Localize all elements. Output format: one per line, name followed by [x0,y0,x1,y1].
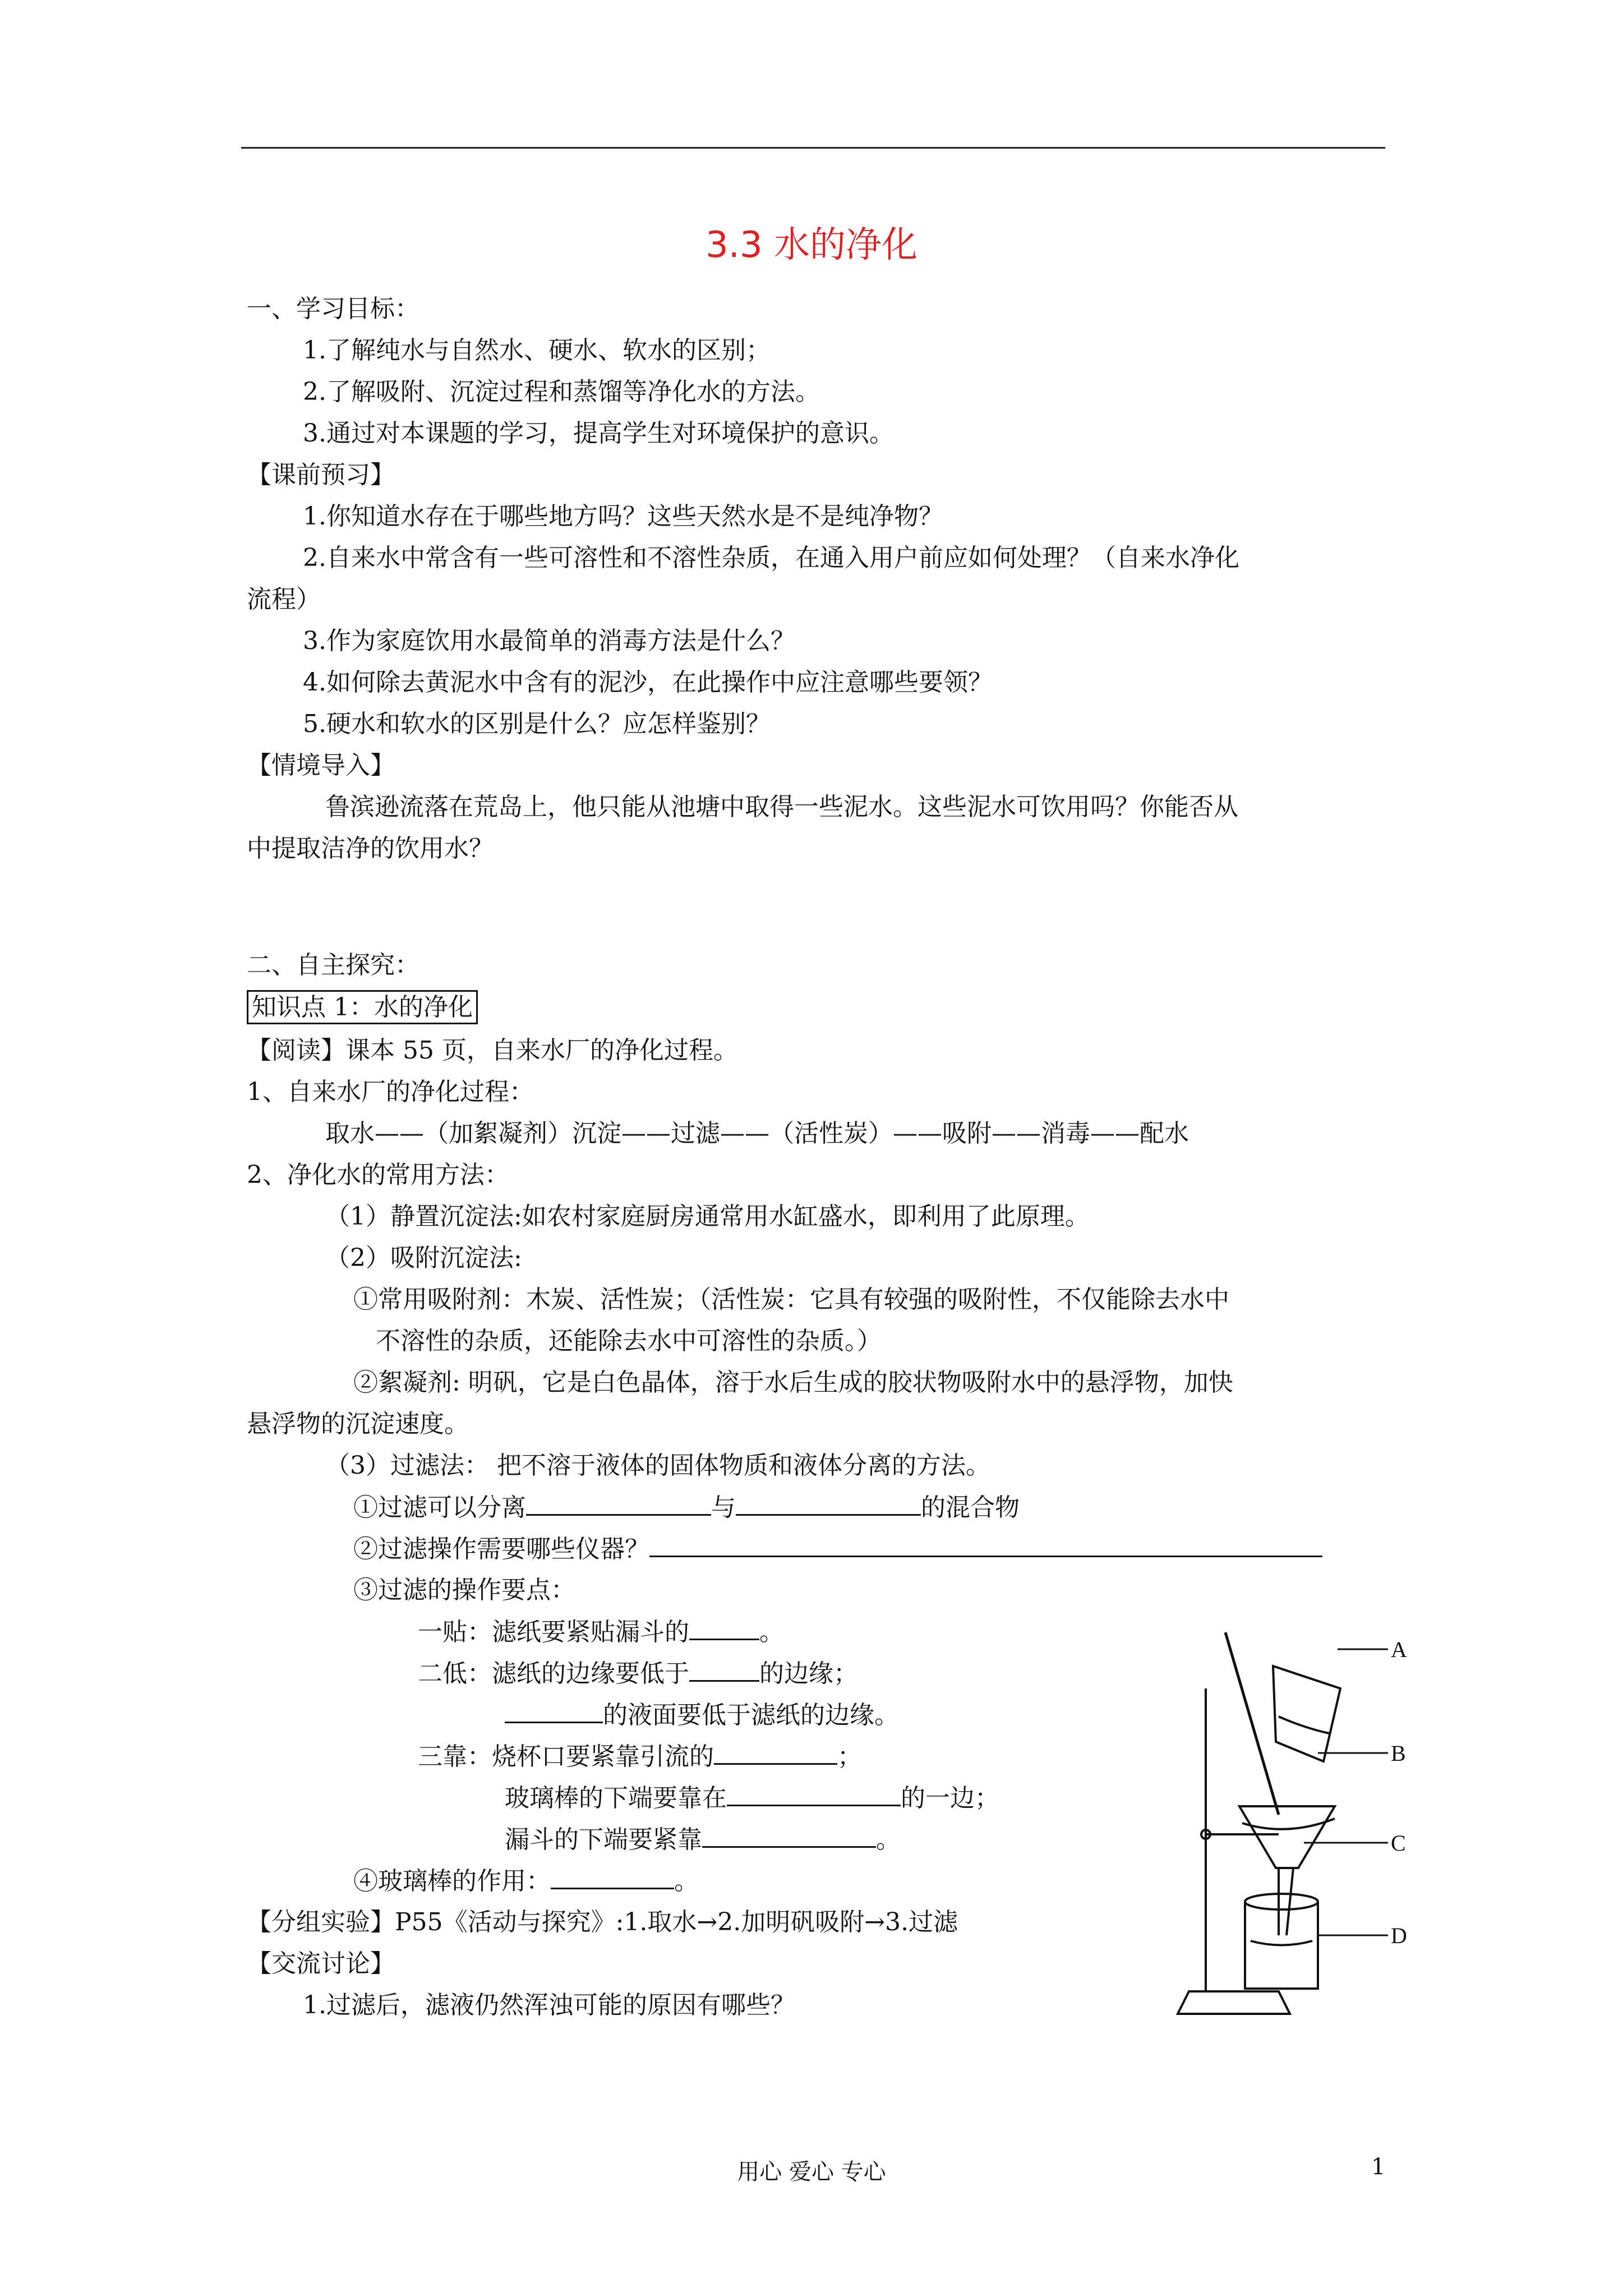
rule-three-touch [418,1741,862,1773]
filtrate-level [1251,1941,1312,1945]
preview-question-cont: 流程） [247,585,321,614]
scenario-text: 鲁滨逊流落在荒岛上，他只能从池塘中取得一些泥水。这些泥水可饮用吗？你能否从 [325,793,1238,821]
rule-three-touch-c [505,1824,901,1856]
answer-blank[interactable] [714,1741,837,1765]
filtration-q2-text: ②过滤操作需要哪些仪器？ [353,1535,649,1563]
rule-three-touch-c-end: 。 [876,1825,901,1854]
filtration-q3: ③过滤的操作要点： [353,1576,575,1604]
process-heading: 1、自来水厂的净化过程： [247,1078,534,1106]
preview-heading: 【课前预习】 [247,461,395,489]
figure-label-a: A [1391,1637,1407,1662]
page-footer: 用心 爱心 专心 [737,2159,886,2185]
rule-one-stick-text: 一贴：滤纸要紧贴漏斗的 [418,1618,689,1646]
preview-question: 2.自来水中常含有一些可溶性和不溶性杂质，在通入用户前应如何处理？（自来水净化 [303,544,1239,572]
answer-blank[interactable] [526,1492,711,1516]
method-settling: （1）静置沉淀法:如农村家庭厨房通常用水缸盛水，即利用了此原理。 [325,1202,1090,1231]
page-number: 1 [1371,2154,1386,2180]
discussion-question: 1.过滤后，滤液仍然浑浊可能的原因有哪些？ [303,1991,795,2019]
funnel [1239,1806,1335,1868]
pouring-beaker [1273,1666,1340,1761]
rule-two-low [418,1658,858,1690]
filtration-q1-mid: 与 [711,1493,736,1522]
figure-label-c: C [1391,1830,1406,1856]
rule-three-touch-end: ； [837,1742,862,1771]
answer-blank[interactable] [689,1616,759,1640]
flocculant-text: ②絮凝剂: 明矾，它是白色晶体，溶于水后生成的胶状物吸附水中的悬浮物，加快 [353,1368,1233,1397]
preview-question: 5.硬水和软水的区别是什么？应怎样鉴别？ [303,710,771,738]
rule-three-touch-c-text: 漏斗的下端要紧靠 [505,1825,702,1854]
rule-two-low-text: 二低：滤纸的边缘要低于 [418,1659,689,1688]
adsorbent-text-cont: 不溶性的杂质，还能除去水中可溶性的杂质。） [376,1327,882,1355]
rule-three-touch-text: 三靠：烧杯口要紧靠引流的 [418,1742,714,1771]
flocculant-text-cont: 悬浮物的沉淀速度。 [247,1410,469,1438]
adsorbent-text: ①常用吸附剂：木炭、活性炭；（活性炭：它具有较强的吸附性，不仅能除去水中 [353,1285,1229,1314]
preview-question: 1.你知道水存在于哪些地方吗？这些天然水是不是纯净物？ [303,502,943,531]
rule-one-stick [418,1616,784,1648]
goal-item: 1.了解纯水与自然水、硬水、软水的区别； [303,336,771,365]
scenario-text: 中提取洁净的饮用水？ [247,834,494,863]
rule-two-low-b [505,1699,899,1731]
pouring-liquid [1279,1717,1329,1733]
filtration-q2 [353,1533,1322,1565]
scenario-heading: 【情境导入】 [247,751,395,780]
knowledge-point-label: 知识点 1：水的净化 [247,990,478,1024]
discussion-heading: 【交流讨论】 [247,1949,395,1978]
rule-two-low-b-text: 的液面要低于滤纸的边缘。 [603,1701,899,1729]
preview-question: 3.作为家庭饮用水最简单的消毒方法是什么？ [303,627,795,655]
methods-heading: 2、净化水的常用方法： [247,1161,509,1189]
purification-flow: 取水——（加絮凝剂）沉淀——过滤——（活性炭）——吸附——消毒——配水 [325,1119,1189,1148]
goals-heading: 一、学习目标： [247,295,419,323]
page-title: 3.3 水的净化 [705,224,918,266]
figure-label-d: D [1391,1923,1407,1948]
answer-blank[interactable] [505,1699,603,1723]
stand-base [1178,1991,1290,2014]
answer-blank[interactable] [689,1658,759,1682]
rule-one-stick-end: 。 [759,1618,784,1646]
rule-three-touch-b-text: 玻璃棒的下端要靠在 [505,1784,727,1812]
goal-item: 2.了解吸附、沉淀过程和蒸馏等净化水的方法。 [303,378,820,406]
receiving-beaker-rim [1245,1894,1318,1910]
filtration-q4-end: 。 [674,1867,699,1895]
method-filtration: （3）过滤法： 把不溶于液体的固体物质和液体分离的方法。 [325,1451,990,1480]
preview-question: 4.如何除去黄泥水中含有的泥沙，在此操作中应注意哪些要领？ [303,668,993,697]
filtration-q1 [353,1492,1020,1524]
glass-rod [1225,1632,1279,1815]
figure-label-b: B [1391,1741,1406,1766]
filtration-q4 [353,1865,699,1897]
funnel-stem-right [1287,1868,1293,1935]
answer-blank[interactable] [702,1824,876,1848]
rule-three-touch-b-end: 的一边； [901,1784,999,1812]
goal-item: 3.通过对本课题的学习，提高学生对环境保护的意识。 [303,419,894,448]
rule-two-low-end: 的边缘； [759,1659,858,1688]
answer-blank[interactable] [551,1865,674,1889]
answer-blank[interactable] [649,1533,1322,1557]
answer-blank[interactable] [736,1492,921,1516]
group-experiment: 【分组实验】P55《活动与探究》:1.取水→2.加明矾吸附→3.过滤 [247,1908,958,1936]
reading-note: 【阅读】课本 55 页，自来水厂的净化过程。 [247,1036,738,1065]
filtration-q1-prefix: ①过滤可以分离 [353,1493,526,1522]
filtration-q1-suffix: 的混合物 [921,1493,1020,1522]
filtration-q4-text: ④玻璃棒的作用： [353,1867,551,1895]
answer-blank[interactable] [727,1782,901,1806]
header-rule [241,147,1385,149]
knowledge-point-box [247,992,478,1023]
section2-heading: 二、自主探究： [247,951,419,979]
rule-three-touch-b [505,1782,999,1814]
filtration-apparatus-diagram [1166,1621,1469,2025]
method-adsorption: （2）吸附沉淀法: [325,1244,522,1272]
